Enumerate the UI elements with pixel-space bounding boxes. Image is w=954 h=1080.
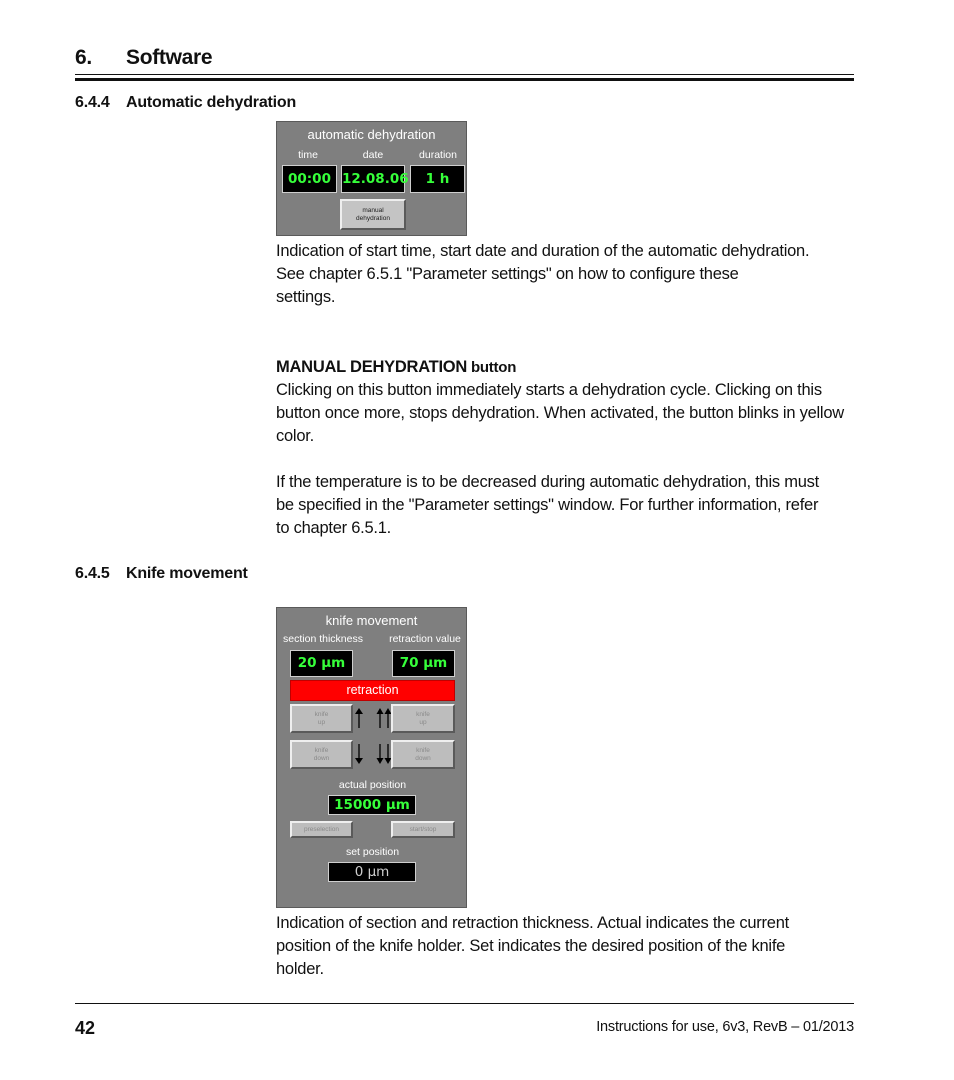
header-rule-thick <box>75 78 854 81</box>
section-645-number: 6.4.5 <box>75 565 110 582</box>
section-644-number: 6.4.4 <box>75 94 110 111</box>
button-label: knife <box>314 710 329 718</box>
button-heading-strong: MANUAL DEHYDRATION <box>276 358 468 376</box>
time-display: 00:00 <box>282 165 337 193</box>
paragraph: If the temperature is to be decreased during automatic dehydration, this must be specified in the "Parameter settings" window. For further information, refer to chapter 6.5.1. <box>276 473 819 538</box>
knife-up-slow-button[interactable] <box>290 704 353 733</box>
retraction-value-display: 70 µm <box>392 650 455 677</box>
button-label: knife <box>314 746 329 754</box>
date-display: 12.08.06 <box>341 165 405 193</box>
section-644-description <box>276 240 866 310</box>
button-label: knife <box>416 710 430 718</box>
section-645-description <box>276 912 826 982</box>
retraction-button[interactable]: retraction <box>290 680 455 701</box>
temperature-note <box>276 471 826 541</box>
arrow-up-icon <box>353 707 365 729</box>
footer-doc-info: Instructions for use, 6v3, RevB – 01/2013 <box>596 1019 854 1035</box>
knife-movement-panel <box>276 607 467 908</box>
button-label-line1: manual <box>362 206 384 214</box>
paragraph: Indication of section and retraction thickness. Actual indicates the current position of the knife holder. Set indicates the desired position of the knife holder. <box>276 914 789 979</box>
section-thickness-label: section thickness <box>283 633 363 645</box>
set-position-input[interactable]: 0 µm <box>328 862 416 882</box>
button-label: start/stop <box>409 825 437 833</box>
automatic-dehydration-panel <box>276 121 467 236</box>
manual-dehydration-heading <box>276 356 866 379</box>
actual-position-display: 15000 µm <box>328 795 416 815</box>
manual-dehydration-button[interactable] <box>340 199 406 230</box>
button-label: knife <box>416 746 430 754</box>
preselection-button[interactable] <box>290 821 353 838</box>
chapter-number: 6. <box>75 46 92 69</box>
paragraph: Indication of start time, start date and duration of the automatic dehydration. <box>276 242 810 260</box>
button-label: up <box>419 718 427 726</box>
button-heading-rest: button <box>467 359 517 376</box>
arrow-down-icon <box>353 743 365 765</box>
knife-down-fast-button[interactable] <box>391 740 455 769</box>
actual-position-label: actual position <box>338 779 407 791</box>
button-label-line2: dehydration <box>356 214 390 222</box>
set-position-label: set position <box>345 846 400 858</box>
time-label: time <box>298 149 318 161</box>
retraction-value-label: retraction value <box>389 633 461 645</box>
knife-up-fast-button[interactable] <box>391 704 455 733</box>
chapter-title: Software <box>126 46 213 69</box>
panel-title: automatic dehydration <box>307 127 436 142</box>
knife-down-slow-button[interactable] <box>290 740 353 769</box>
manual-dehydration-description <box>276 379 856 449</box>
paragraph: Clicking on this button immediately starts a dehydration cycle. Clicking on this button once more, stops dehydration. When activated, the button blinks in yellow color. <box>276 381 844 446</box>
double-arrow-up-icon <box>376 707 392 729</box>
button-label: up <box>317 718 326 726</box>
double-arrow-down-icon <box>376 743 392 765</box>
page-number: 42 <box>75 1018 96 1038</box>
header-rule-thin <box>75 74 854 75</box>
footer-rule <box>75 1003 854 1004</box>
duration-label: duration <box>419 149 457 161</box>
paragraph: See chapter 6.5.1 "Parameter settings" on how to configure these settings. <box>276 265 739 307</box>
section-645-title: Knife movement <box>126 565 248 582</box>
panel-title: knife movement <box>325 613 418 628</box>
button-label: down <box>313 754 330 762</box>
date-label: date <box>362 149 384 161</box>
start-stop-button[interactable] <box>391 821 455 838</box>
button-label: preselection <box>303 825 340 833</box>
section-644-title: Automatic dehydration <box>126 94 297 111</box>
duration-display: 1 h <box>410 165 465 193</box>
section-thickness-display: 20 µm <box>290 650 353 677</box>
button-label: down <box>415 754 431 762</box>
